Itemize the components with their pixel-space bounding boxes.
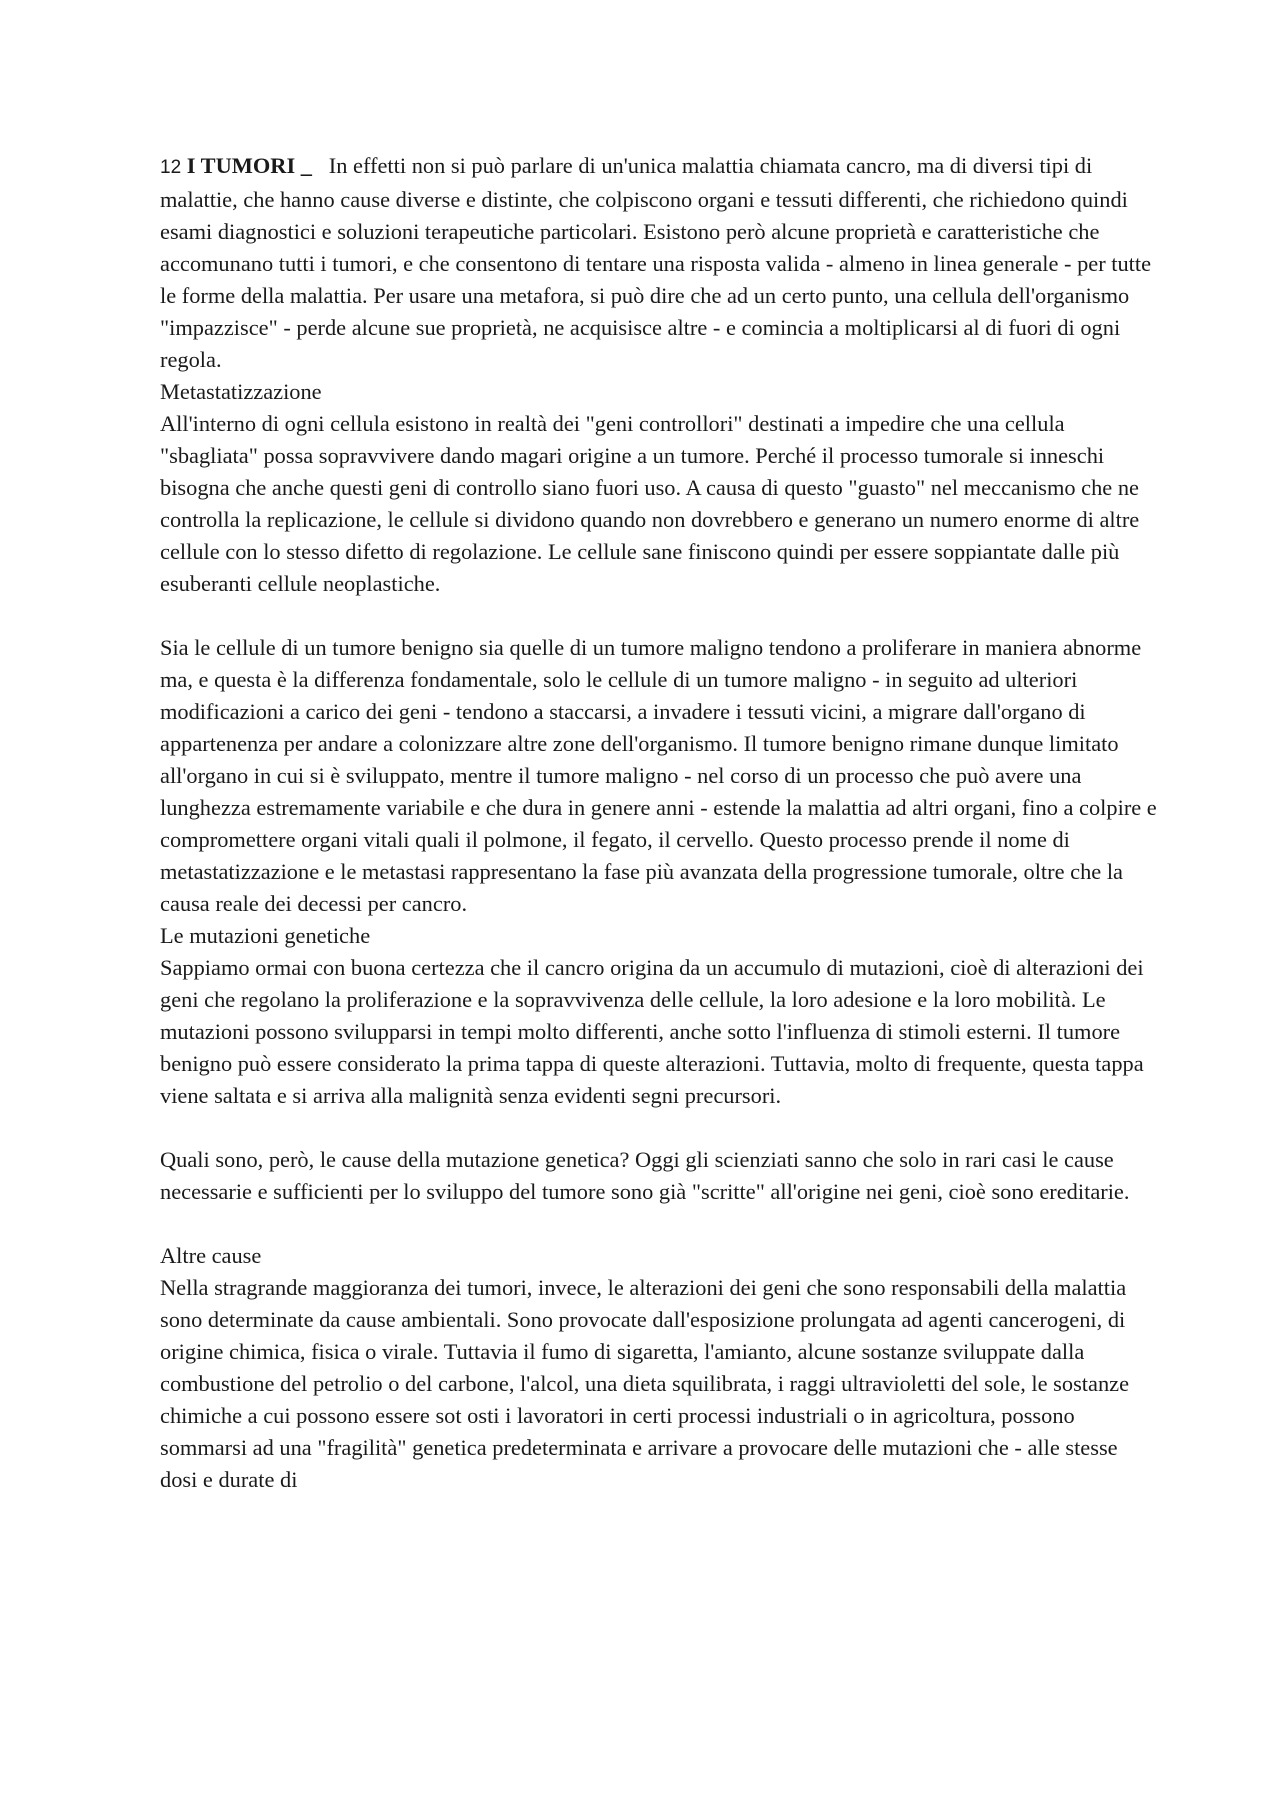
section-heading-altre-cause: Altre cause [160, 1243, 262, 1268]
intro-paragraph [160, 150, 1160, 376]
paragraph: Nella stragrande maggioranza dei tumori, invece, le alterazioni dei geni che sono responsabili della malattia sono determinate da cause ambientali. Sono provocate dall'esposizione prolungata ad agenti cancerogeni, di origine chimica, fisica o virale. Tuttavia il fumo di sigaretta, l'amianto, alcune sostanze sviluppate dalla combustione del petrolio o del carbone, l'alcol, una dieta squilibrata, i raggi ultravioletti del sole, le sostanze chimiche a cui possono essere sot osti i lavoratori in certi processi industriali o in agricoltura, possono sommarsi ad una "fragilità" genetica predeterminata e arrivare a provocare delle mutazioni che - alle stesse dosi e durate di [160, 1275, 1130, 1492]
paragraph: Quali sono, però, le cause della mutazione genetica? Oggi gli scienziati sanno che solo in rari casi le cause necessarie e sufficienti per lo sviluppo del tumore sono già "scritte" all'origine nei geni, cioè sono ereditarie. [160, 1147, 1130, 1204]
section-heading-mutazioni-genetiche: Le mutazioni genetiche [160, 923, 371, 948]
paragraph: Sappiamo ormai con buona certezza che il cancro origina da un accumulo di mutazioni, cioè di alterazioni dei geni che regolano la proliferazione e la sopravvivenza delle cellule, la loro adesione e la loro mobilità. Le mutazioni possono svilupparsi in tempi molto differenti, anche sotto l'influenza di stimoli esterni. Il tumore benigno può essere considerato la prima tappa di queste alterazioni. Tuttavia, molto di frequente, questa tappa viene saltata e si arriva alla malignità senza evidenti segni precursori. [160, 955, 1144, 1108]
document-body [160, 150, 1160, 1496]
paragraph: Sia le cellule di un tumore benigno sia quelle di un tumore maligno tendono a proliferare in maniera abnorme ma, e questa è la differenza fondamentale, solo le cellule di un tumore maligno - in seguito ad ulteriori modificazioni a carico dei geni - tendono a staccarsi, a invadere i tessuti vicini, a migrare dall'organo di appartenenza per andare a colonizzare altre zone dell'organismo. Il tumore benigno rimane dunque limitato all'organo in cui si è sviluppato, mentre il tumore maligno - nel corso di un processo che può avere una lunghezza estremamente variabile e che dura in genere anni - estende la malattia ad altri organi, fino a colpire e compromettere organi vitali quali il polmone, il fegato, il cervello. Questo processo prende il nome di metastatizzazione e le metastasi rappresentano la fase più avanzata della progressione tumorale, oltre che la causa reale dei decessi per cancro. [160, 635, 1157, 916]
paragraph: All'interno di ogni cellula esistono in realtà dei "geni controllori" destinati a impedire che una cellula "sbagliata" possa sopravvivere dando magari origine a un tumore. Perché il processo tumorale si inneschi bisogna che anche questi geni di controllo siano fuori uso. A causa di questo "guasto" nel meccanismo che ne controlla la replicazione, le cellule si dividono quando non dovrebbero e generano un numero enorme di altre cellule con lo stesso difetto di regolazione. Le cellule sane finiscono quindi per essere soppiantate dalle più esuberanti cellule neoplastiche. [160, 411, 1140, 596]
section-heading-metastatizzazione: Metastatizzazione [160, 379, 322, 404]
intro-text: In effetti non si può parlare di un'unica malattia chiamata cancro, ma di diversi tipi di malattie, che hanno cause diverse e distinte, che colpiscono organi e tessuti differenti, che richiedono quindi esami diagnostici e soluzioni terapeutiche particolari. Esistono però alcune proprietà e caratteristiche che accomunano tutti i tumori, e che consentono di tentare una risposta valida - almeno in linea generale - per tutte le forme della malattia. Per usare una metafora, si può dire che ad un certo punto, una cellula dell'organismo "impazzisce" - perde alcune sue proprietà, ne acquisisce altre - e comincia a moltiplicarsi al di fuori di ogni regola. [160, 153, 1152, 372]
document-title: I TUMORI _ [186, 153, 312, 178]
paragraph-spacer [160, 600, 1160, 632]
paragraph-spacer [160, 1208, 1160, 1240]
page-number: 12 [160, 157, 182, 178]
paragraph-spacer [160, 1112, 1160, 1144]
